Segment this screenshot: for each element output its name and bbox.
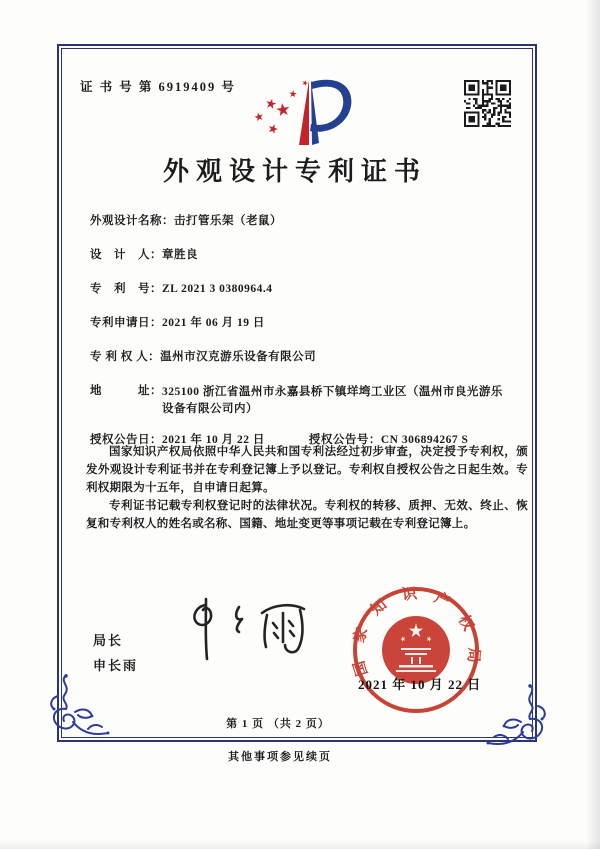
- grant-number-value: CN 306894267 S: [380, 434, 469, 446]
- field-row-filing-date: [90, 316, 514, 331]
- field-value: 章胜良: [162, 249, 198, 261]
- page-indicator: 第 1 页 （共 2 页）: [226, 718, 330, 730]
- handwritten-signature: [176, 595, 326, 670]
- field-label: 外观设计名称：: [90, 215, 174, 227]
- seal-date-stamp: 2021 年 10 月 22 日: [358, 677, 482, 692]
- field-row-address: [90, 384, 514, 418]
- commissioner-role-label: 局长: [93, 633, 124, 648]
- certificate-number: 证 书 号 第 6919409 号: [80, 80, 236, 94]
- certificate-title: 外观设计专利证书: [162, 157, 427, 186]
- field-label: 专利申请日：: [90, 317, 162, 329]
- seal-ring-text: 国家知识产权局: [351, 586, 482, 678]
- corner-flourish-icon: [44, 674, 110, 742]
- certificate-fields: [90, 214, 514, 467]
- official-seal-icon: [349, 583, 483, 717]
- legal-paragraph-register: 专利证书记载专利权登记时的法律状况。专利权的转移、质押、无效、终止、恢复和专利权人的姓名或名称、国籍、地址变更等事项记载在专利登记簿上。: [86, 500, 528, 530]
- field-label: 专 利 号：: [90, 283, 162, 295]
- grant-number-label: 授权公告号：: [308, 434, 381, 446]
- field-label: 专 利 权 人：: [90, 351, 161, 363]
- field-row-design-name: [90, 214, 514, 229]
- scan-edge-shadow: [0, 841, 600, 849]
- commissioner-name: 申长雨: [93, 658, 139, 673]
- grant-date-value: 2021 年 10 月 22 日: [162, 434, 265, 446]
- corner-flourish-icon: [486, 684, 552, 752]
- legal-text: [86, 443, 528, 533]
- field-label: 设 计 人：: [90, 249, 162, 261]
- scan-edge-shadow: [586, 0, 600, 849]
- cnipa-logo-icon: [248, 74, 360, 150]
- field-value: ZL 2021 3 0380964.4: [162, 283, 273, 295]
- field-row-patent-number: [90, 282, 514, 297]
- field-label: 地 址：: [90, 385, 162, 397]
- continuation-note: 其他事项参见续页: [228, 751, 332, 763]
- field-value: 325100 浙江省温州市永嘉县桥下镇垟塆工业区（温州市良光游乐设备有限公司内）: [162, 386, 503, 415]
- qr-code-icon: [464, 80, 511, 127]
- grant-date-label: 授权公告日：: [90, 434, 162, 446]
- field-value: 2021 年 06 月 19 日: [162, 317, 265, 329]
- field-value: 击打管乐架（老鼠）: [174, 215, 282, 227]
- field-value: 温州市汉克游乐设备有限公司: [160, 351, 317, 363]
- field-row-designer: [90, 248, 514, 263]
- field-row-patentee: [90, 350, 514, 365]
- legal-paragraph-grant: 国家知识产权局依照中华人民共和国专利法经过初步审查，决定授予专利权，颁发外观设计专利证书并在专利登记簿上予以登记。专利权自授权公告之日起生效。专利权期限为十五年，自申请日起算。: [86, 446, 528, 494]
